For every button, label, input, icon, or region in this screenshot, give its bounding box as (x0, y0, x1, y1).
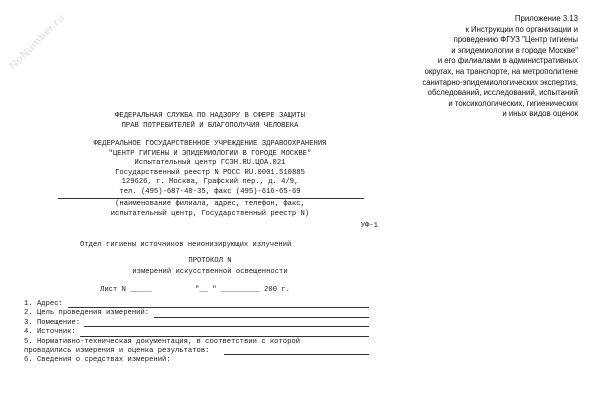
sheet-line (100, 286, 290, 294)
field-purpose (24, 309, 369, 318)
appendix-line: обследований, исследований, испытаний (427, 88, 578, 98)
protocol-title: ПРОТОКОЛ N (188, 257, 232, 265)
note-line: (наименование филиала, адрес, телефон, факс, (115, 200, 305, 208)
phone-fax: тел. (495)-687-40-35, факс (495)-616-65-69 (119, 187, 301, 196)
field-label: 3. Помещение: (24, 318, 81, 327)
field-normative-docs (24, 338, 369, 347)
field-label: 5. Нормативно-техническая документация, в соответствии с которой (24, 337, 301, 346)
address: 129626, г. Москва, Графский пер., д. 4/9, (121, 178, 299, 187)
header-divider (58, 198, 364, 199)
appendix-line: и его филиалами в административных (437, 56, 578, 66)
appendix-line: санитарно-эпидемиологических экспертиз, (422, 77, 578, 87)
appendix-line: к Инструкции по организации и (465, 24, 578, 34)
field-underline (154, 317, 369, 318)
protocol-subtitle: измерений искусственной освещенности (132, 268, 288, 276)
field-label: 4. Источник: (24, 328, 76, 337)
field-room (24, 319, 369, 328)
organization-name: ФЕДЕРАЛЬНОЕ ГОСУДАРСТВЕННОЕ УЧРЕЖДЕНИЕ ЗДРАВООХРАНЕНИЯ (93, 140, 327, 148)
appendix-line: и токсикологических, гигиенических (448, 98, 578, 108)
field-underline (84, 326, 369, 327)
appendix-line: Приложение 3.13 (514, 14, 578, 23)
agency-line: ПРАВ ПОТРЕБИТЕЛЕЙ И БЛАГОПОЛУЧИЯ ЧЕЛОВЕКА (121, 121, 299, 130)
organization-header (60, 140, 360, 198)
agency-header (60, 112, 360, 131)
field-underline (80, 336, 369, 337)
organization-name-2: "ЦЕНТР ГИГИЕНЫ И ЭПИДЕМИОЛОГИИ В ГОРОДЕ МОСКВЕ" (108, 149, 312, 158)
field-label: 6. Сведения о средствах измерений: (24, 356, 171, 365)
protocol-fields (24, 300, 369, 366)
department-name: Отдел гигиены источников неионизирующих излучений (80, 241, 292, 249)
agency-line: ФЕДЕРАЛЬНАЯ СЛУЖБА ПО НАДЗОРУ В СФЕРЕ ЗАЩИТЫ (115, 112, 305, 120)
date-day: "__ " (194, 286, 217, 294)
note-line: испытательный центр, Государственный реестр N) (110, 209, 310, 218)
field-label: проводились измерения и оценка результатов: (24, 346, 210, 355)
date-month-blank: _________ (220, 286, 260, 294)
state-register: Государственный реестр N РОСС RU.0001.510885 (115, 168, 305, 177)
field-label: 2. Цель проведения измерений: (24, 309, 150, 318)
field-address (24, 300, 369, 309)
date-year: 200 г. (264, 286, 290, 294)
appendix-line: и эпидемиологии в городе Москве" (451, 45, 578, 55)
test-center: Испытательный центр ГСЭН.RU.ЦОА.021 (134, 159, 286, 168)
branch-note (60, 200, 360, 219)
sheet-number-blank: _____ (130, 286, 152, 294)
field-normative-docs-cont (24, 347, 369, 356)
field-underline (224, 354, 369, 355)
appendix-line: округах, на транспорте, на метрополитене (424, 66, 578, 76)
sheet-label: Лист N (100, 286, 126, 294)
watermark: NoNumber.ru (7, 11, 68, 72)
form-code: УФ-1 (360, 222, 378, 230)
field-instruments (24, 356, 369, 365)
appendix-line: и иных видов оценок (502, 109, 578, 119)
field-label: 1. Адрес: (24, 300, 63, 308)
field-source (24, 328, 369, 337)
appendix-note (358, 14, 578, 120)
appendix-line: проведению ФГУЗ "Центр гигиены (453, 35, 578, 45)
